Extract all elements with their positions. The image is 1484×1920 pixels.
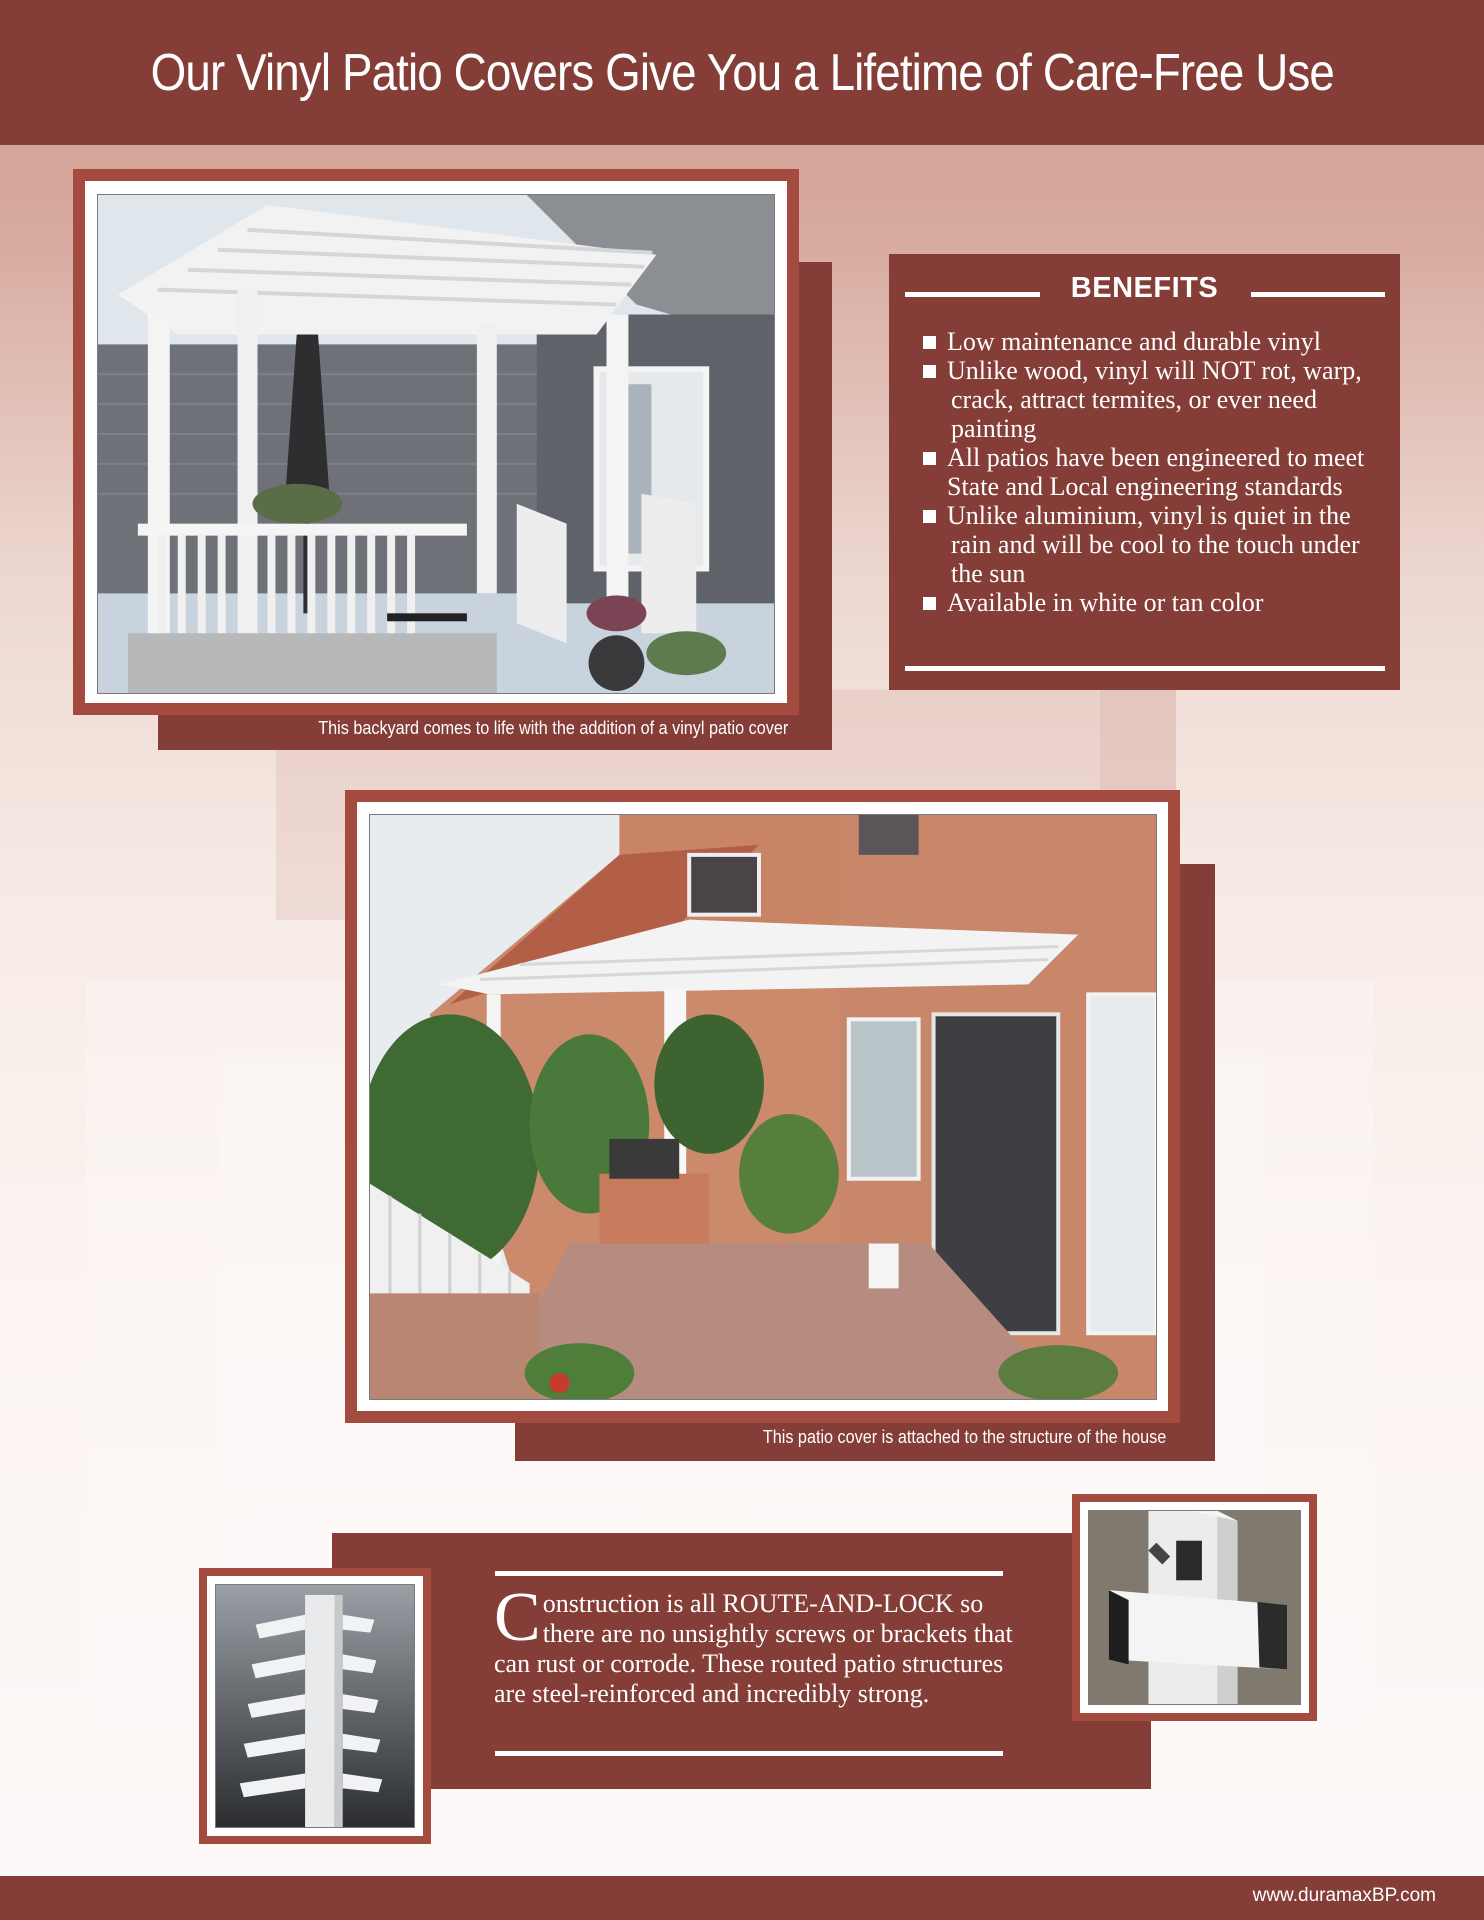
list-item: Unlike wood, vinyl will NOT rot, warp, crack, attract termites, or ever need painting [923, 356, 1393, 443]
construction-box [332, 1533, 1151, 1789]
routed-rafter-photo [215, 1584, 415, 1828]
list-item: Unlike aluminium, vinyl is quiet in the rain and will be cool to the touch under the sun [923, 501, 1393, 588]
bullet-square-icon [923, 365, 936, 378]
benefits-box [889, 254, 1400, 690]
bullet-square-icon [923, 452, 936, 465]
benefits-list [923, 327, 1393, 617]
page-header [0, 0, 1484, 145]
page-footer [0, 1876, 1484, 1920]
divider [495, 1751, 1003, 1756]
footer-website-link[interactable]: www.duramaxBP.com [1252, 1885, 1436, 1906]
bullet-square-icon [923, 597, 936, 610]
page-title: Our Vinyl Patio Covers Give You a Lifetime of Care-Free Use [150, 43, 1334, 102]
list-item: Available in white or tan color [923, 588, 1393, 617]
bullet-square-icon [923, 336, 936, 349]
list-item: Low maintenance and durable vinyl [923, 327, 1393, 356]
benefits-title: BENEFITS [1070, 272, 1219, 304]
route-and-lock-post-photo [1088, 1510, 1301, 1705]
divider [905, 666, 1385, 671]
backyard-pergola-photo [97, 194, 775, 694]
photo-caption-attached: This patio cover is attached to the structure of the house [762, 1427, 1166, 1447]
divider [495, 1571, 1003, 1576]
attached-patio-cover-photo [369, 814, 1157, 1400]
photo-frame-attached [345, 790, 1180, 1423]
construction-text: Construction is all ROUTE-AND-LOCK so there are no unsightly screws or brackets that can rust or corrode. These routed patio structures are steel-reinforced and incredibly strong. [494, 1579, 1013, 1708]
photo-caption-backyard: This backyard comes to life with the addition of a vinyl patio cover [317, 718, 788, 738]
photo-frame-backyard [73, 169, 799, 715]
photo-frame-post [1072, 1494, 1317, 1721]
dropcap: C [494, 1579, 541, 1656]
list-item: All patios have been engineered to meet State and Local engineering standards [923, 443, 1393, 501]
bullet-square-icon [923, 510, 936, 523]
photo-frame-rafter [199, 1568, 431, 1844]
